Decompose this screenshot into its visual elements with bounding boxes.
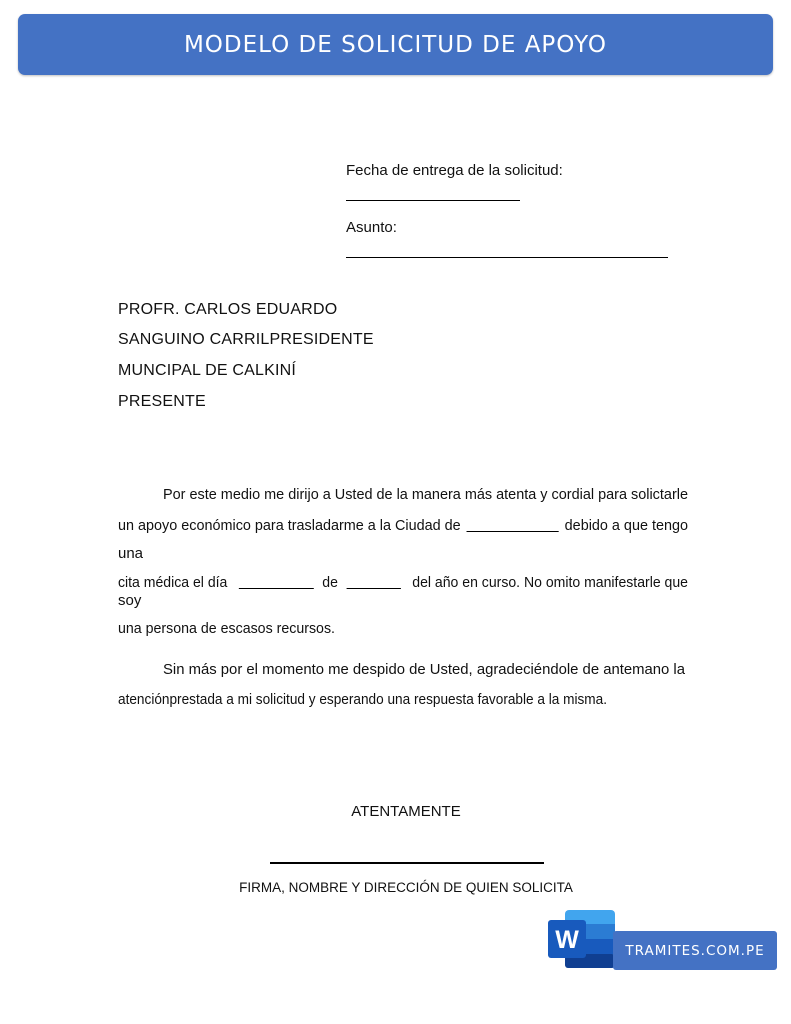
- ciudad-blank: [467, 516, 559, 532]
- paragraph-1-line-4: [118, 573, 688, 591]
- paragraph-1-line-4-de: de: [322, 574, 338, 591]
- addressee-line-3: MUNCIPAL DE CALKINÍ: [118, 362, 297, 379]
- site-badge[interactable]: [613, 931, 777, 970]
- paragraph-1-line-3: una: [118, 545, 144, 562]
- fecha-label: Fecha de entrega de la solicitud:: [346, 162, 563, 179]
- word-icon-letter: W: [555, 926, 579, 954]
- paragraph-1-line-4-end: del año en curso. No omito manifestarle que: [412, 574, 688, 591]
- asunto-blank-line: [346, 257, 668, 258]
- paragraph-1-line-1: Por este medio me dirijo a Usted de la manera más atenta y cordial para solictarle: [163, 486, 688, 503]
- paragraph-1-line-5: soy: [118, 592, 142, 609]
- mes-blank: [347, 573, 401, 589]
- word-icon: [547, 908, 619, 970]
- signature-line: [270, 862, 544, 864]
- dia-blank: [239, 573, 314, 589]
- site-badge-text: TRAMITES.COM.PE: [625, 942, 765, 959]
- paragraph-1-line-2: [118, 516, 688, 534]
- document-title: MODELO DE SOLICITUD DE APOYO: [183, 31, 608, 58]
- asunto-label: Asunto:: [346, 219, 397, 236]
- addressee-line-1: PROFR. CARLOS EDUARDO: [118, 301, 338, 318]
- paragraph-2-line-2: atenciónprestada a mi solicitud y esperando una respuesta favorable a la misma.: [118, 691, 607, 708]
- addressee-line-4: PRESENTE: [118, 393, 206, 410]
- paragraph-1-line-2-start: un apoyo económico para trasladarme a la Ciudad de: [118, 517, 461, 534]
- signature-caption: FIRMA, NOMBRE Y DIRECCIÓN DE QUIEN SOLICITA: [239, 880, 573, 895]
- fecha-blank-line: [346, 200, 520, 201]
- paragraph-1-line-4-start: cita médica el día: [118, 574, 228, 591]
- addressee-line-2: SANGUINO CARRILPRESIDENTE: [118, 331, 374, 348]
- closing-salutation: ATENTAMENTE: [351, 803, 461, 820]
- paragraph-2-line-1: Sin más por el momento me despido de Usted, agradeciéndole de antemano la: [163, 661, 685, 678]
- title-banner: [18, 14, 773, 75]
- paragraph-1-line-2-end: debido a que tengo: [564, 517, 688, 534]
- paragraph-1-line-6: una persona de escasos recursos.: [118, 620, 335, 637]
